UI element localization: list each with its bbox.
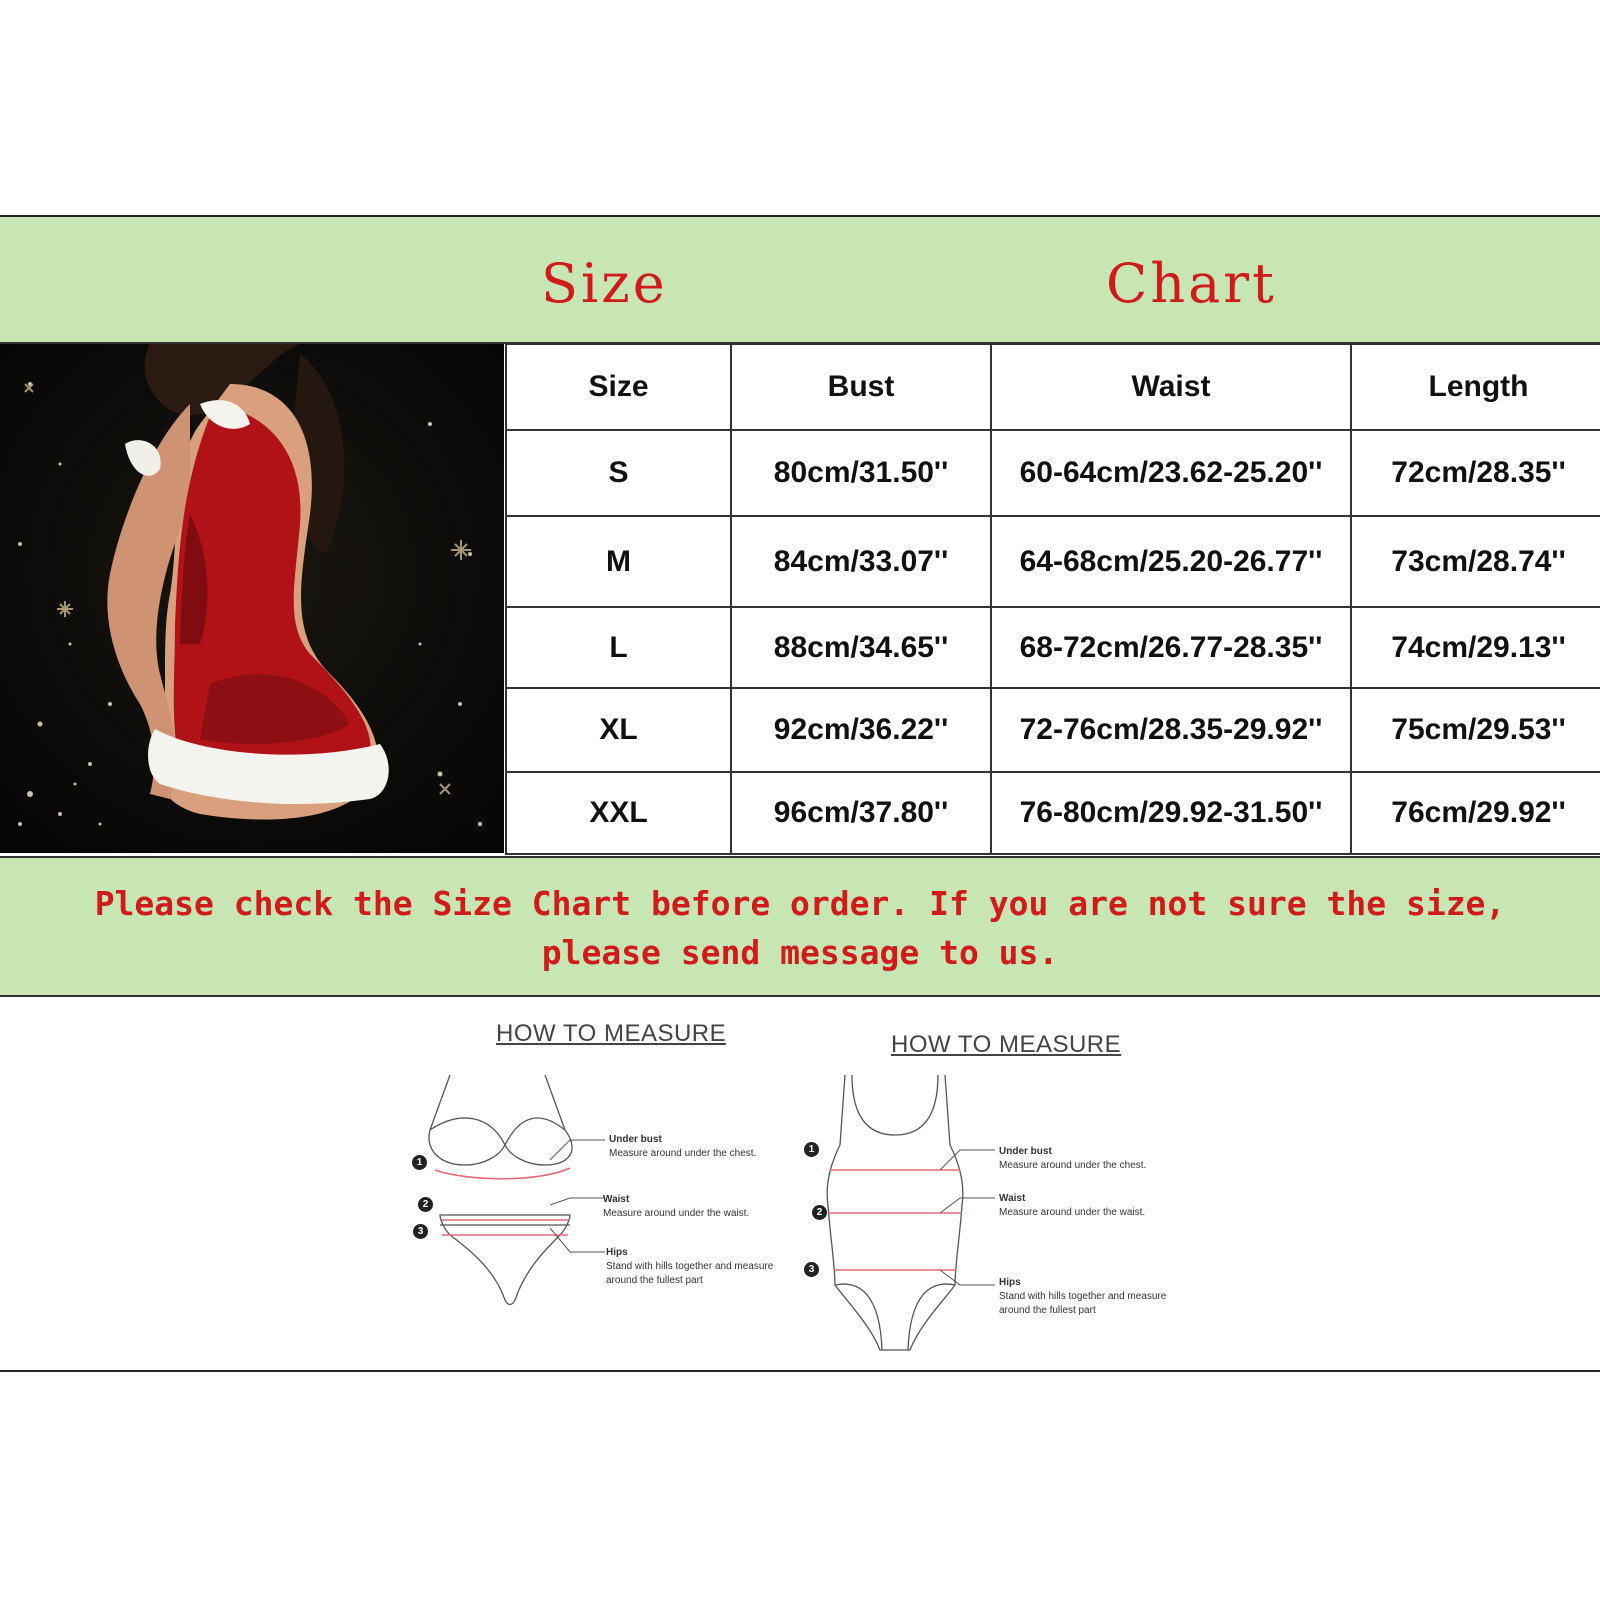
- annotation-title: Hips: [999, 1277, 1021, 1288]
- size-note: [0, 856, 1600, 997]
- table-row: [506, 688, 1600, 772]
- cell-waist: 68-72cm/26.77-28.35'': [991, 607, 1351, 688]
- number-badge: 2: [812, 1205, 827, 1220]
- cell-size: S: [506, 430, 731, 516]
- cell-length: 76cm/29.92'': [1351, 772, 1600, 854]
- annotation-under-bust-left: [609, 1133, 756, 1161]
- leader-lines-left: [550, 1130, 610, 1290]
- leader-lines-right: [940, 1140, 1000, 1310]
- cell-waist: 64-68cm/25.20-26.77'': [991, 516, 1351, 607]
- annotation-desc: Measure around under the chest.: [609, 1148, 757, 1159]
- cell-waist: 60-64cm/23.62-25.20'': [991, 430, 1351, 516]
- number-badge: 3: [804, 1262, 819, 1277]
- title-size: Size: [541, 252, 668, 315]
- note-line-2: please send message to us.: [541, 933, 1059, 972]
- annotation-waist-left: [603, 1193, 749, 1221]
- number-badge: 1: [804, 1142, 819, 1157]
- cell-bust: 80cm/31.50'': [731, 430, 991, 516]
- header-bust: Bust: [731, 344, 991, 430]
- header-length: Length: [1351, 344, 1600, 430]
- table-row: [506, 516, 1600, 607]
- title-band: [0, 217, 1600, 344]
- annotation-title: Waist: [999, 1193, 1026, 1204]
- table-row: [506, 430, 1600, 516]
- product-photo-image: [0, 344, 504, 853]
- header-waist: Waist: [991, 344, 1351, 430]
- annotation-hips-right: [999, 1276, 1199, 1318]
- cell-waist: 76-80cm/29.92-31.50'': [991, 772, 1351, 854]
- annotation-desc: Measure around under the chest.: [999, 1160, 1147, 1171]
- cell-length: 73cm/28.74'': [1351, 516, 1600, 607]
- annotation-title: Hips: [606, 1247, 628, 1258]
- cell-waist: 72-76cm/28.35-29.92'': [991, 688, 1351, 772]
- cell-length: 74cm/29.13'': [1351, 607, 1600, 688]
- annotation-desc: Stand with hills together and measure around the fullest part: [606, 1261, 774, 1286]
- cell-bust: 88cm/34.65'': [731, 607, 991, 688]
- cell-size: XXL: [506, 772, 731, 854]
- number-badge: 2: [418, 1197, 433, 1212]
- table-header-row: [506, 344, 1600, 430]
- annotation-desc: Measure around under the waist.: [603, 1208, 750, 1219]
- annotation-desc: Measure around under the waist.: [999, 1207, 1146, 1218]
- cell-bust: 84cm/33.07'': [731, 516, 991, 607]
- cell-length: 72cm/28.35'': [1351, 430, 1600, 516]
- number-badge: 3: [413, 1224, 428, 1239]
- table-row: [506, 607, 1600, 688]
- measure-heading-right: HOW TO MEASURE: [891, 1031, 1122, 1058]
- cell-size: M: [506, 516, 731, 607]
- measure-heading-left: HOW TO MEASURE: [496, 1020, 727, 1047]
- annotation-title: Under bust: [609, 1134, 662, 1145]
- annotation-title: Under bust: [999, 1146, 1052, 1157]
- cell-bust: 96cm/37.80'': [731, 772, 991, 854]
- cell-bust: 92cm/36.22'': [731, 688, 991, 772]
- cell-size: XL: [506, 688, 731, 772]
- annotation-desc: Stand with hills together and measure around the fullest part: [999, 1291, 1167, 1316]
- note-line-1: Please check the Size Chart before order. If you are not sure the size,: [94, 884, 1506, 923]
- product-photo: [0, 344, 504, 853]
- annotation-under-bust-right: [999, 1145, 1146, 1173]
- cell-size: L: [506, 607, 731, 688]
- cell-length: 75cm/29.53'': [1351, 688, 1600, 772]
- size-table: [505, 343, 1600, 855]
- header-size: Size: [506, 344, 731, 430]
- bottom-divider: [0, 1370, 1600, 1372]
- annotation-hips-left: [606, 1246, 801, 1288]
- annotation-waist-right: [999, 1192, 1145, 1220]
- annotation-title: Waist: [603, 1194, 630, 1205]
- table-row: [506, 772, 1600, 854]
- number-badge: 1: [412, 1155, 427, 1170]
- title-chart: Chart: [1106, 252, 1277, 315]
